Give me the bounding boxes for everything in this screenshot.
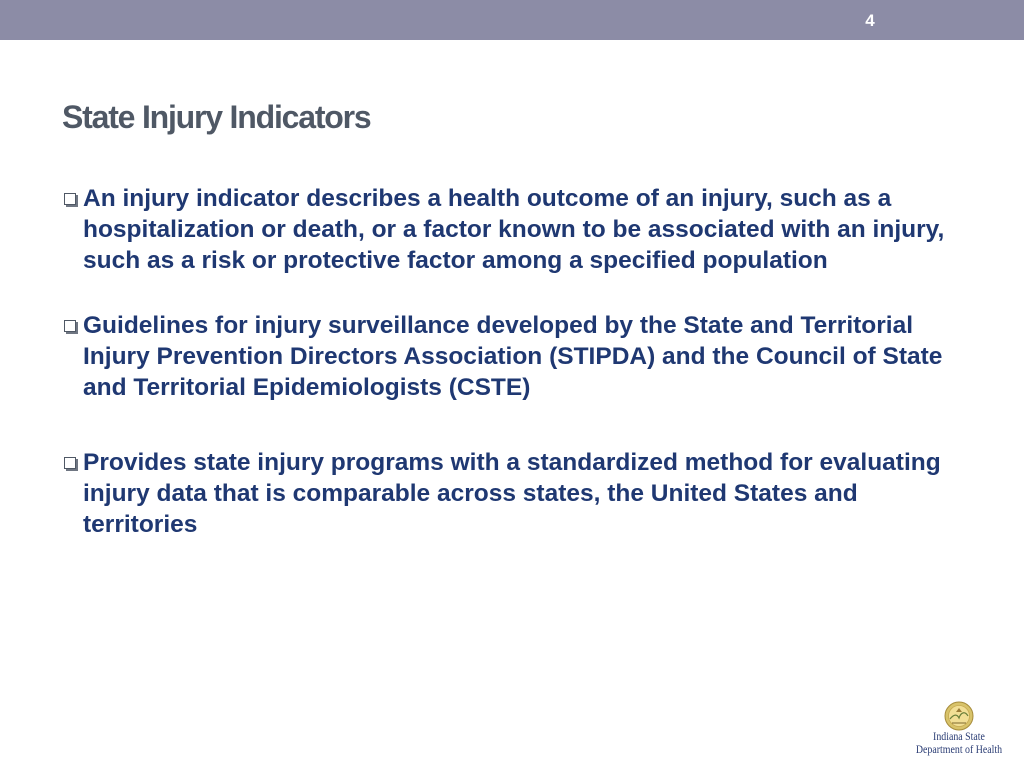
square-bullet-icon (64, 193, 76, 205)
logo-line-two: Department of Health (915, 744, 1003, 756)
slide-header-bar (0, 0, 1024, 40)
square-bullet-icon (64, 320, 76, 332)
logo-line-one: Indiana State (933, 731, 985, 743)
bullet-text: Guidelines for injury surveillance developed by the State and Territorial Injury Prevention Directors Association (STIPDA) and the Council of State and Territorial Epidemiologists (CSTE) (83, 312, 943, 401)
bullet-item (62, 447, 962, 540)
indiana-state-seal-icon (944, 701, 974, 731)
slide-title: State Injury Indicators (62, 99, 371, 135)
indiana-state-department-of-health-logo (900, 699, 1018, 761)
bullet-list (62, 183, 962, 540)
bullet-text: An injury indicator describes a health outcome of an injury, such as a hospitalization or death, or a factor known to be associated with an injury, such as a risk or protective factor among a specified population (83, 185, 945, 274)
bullet-text: Provides state injury programs with a standardized method for evaluating injury data that is comparable across states, the United States and territories (83, 449, 941, 538)
bullet-item (62, 183, 962, 276)
slide-number: 4 (865, 11, 875, 30)
bullet-item (62, 310, 962, 403)
square-bullet-icon (64, 457, 76, 469)
